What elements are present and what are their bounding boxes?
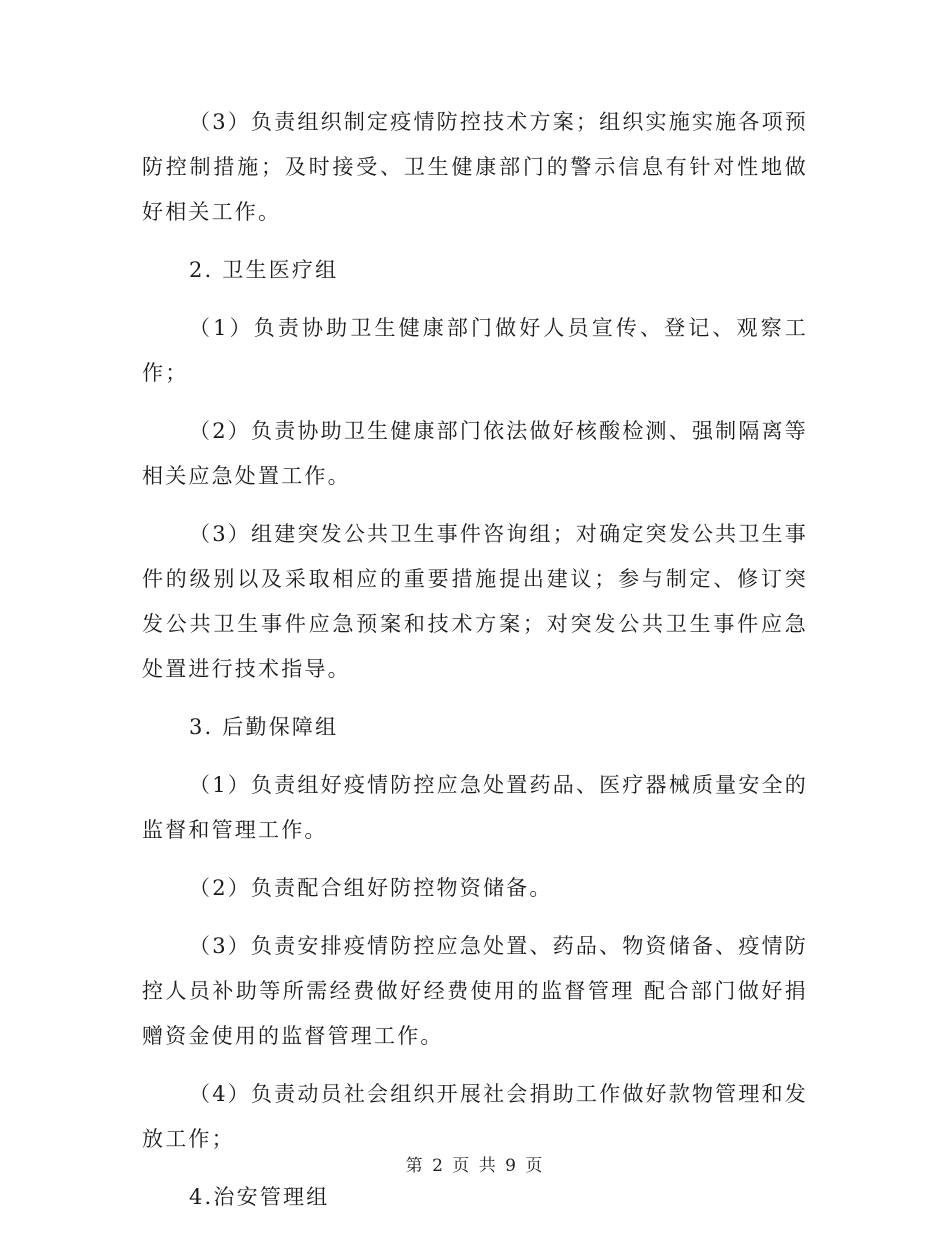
paragraph: （3）负责组织制定疫情防控技术方案；组织实施实施各项预防控制措施；及时接受、卫生健康部门的警示信息有针对性地做好相关工作。 (142, 110, 808, 224)
paragraph: （2）负责协助卫生健康部门依法做好核酸检测、强制隔离等相关应急处置工作。 (142, 419, 808, 488)
document-body (142, 100, 808, 1233)
paragraph: （3）组建突发公共卫生事件咨询组；对确定突发公共卫生事件的级别以及采取相应的重要措施提出建议；参与制定、修订突发公共卫生事件应急预案和技术方案；对突发公共卫生事件应急处置进行技术指导。 (142, 522, 808, 681)
section-heading: 3. 后勤保障组 (189, 715, 339, 739)
section-heading: 4.治安管理组 (189, 1185, 330, 1209)
paragraph: （2）负责配合组好防控物资储备。 (189, 876, 553, 900)
paragraph: （3）负责安排疫情防控应急处置、药品、物资储备、疫情防控人员补助等所需经费做好经费使用的监督管理 配合部门做好捐赠资金使用的监督管理工作。 (142, 934, 808, 1048)
paragraph: （1）负责协助卫生健康部门做好人员宣传、登记、观察工作； (142, 316, 808, 385)
page-number-footer: 第 2 页 共 9 页 (405, 1156, 545, 1176)
paragraph: （1）负责组好疫情防控应急处置药品、医疗器械质量安全的监督和管理工作。 (142, 773, 808, 842)
section-heading: 2. 卫生医疗组 (189, 258, 339, 282)
paragraph: （4）负责动员社会组织开展社会捐助工作做好款物管理和发放工作； (142, 1082, 808, 1151)
